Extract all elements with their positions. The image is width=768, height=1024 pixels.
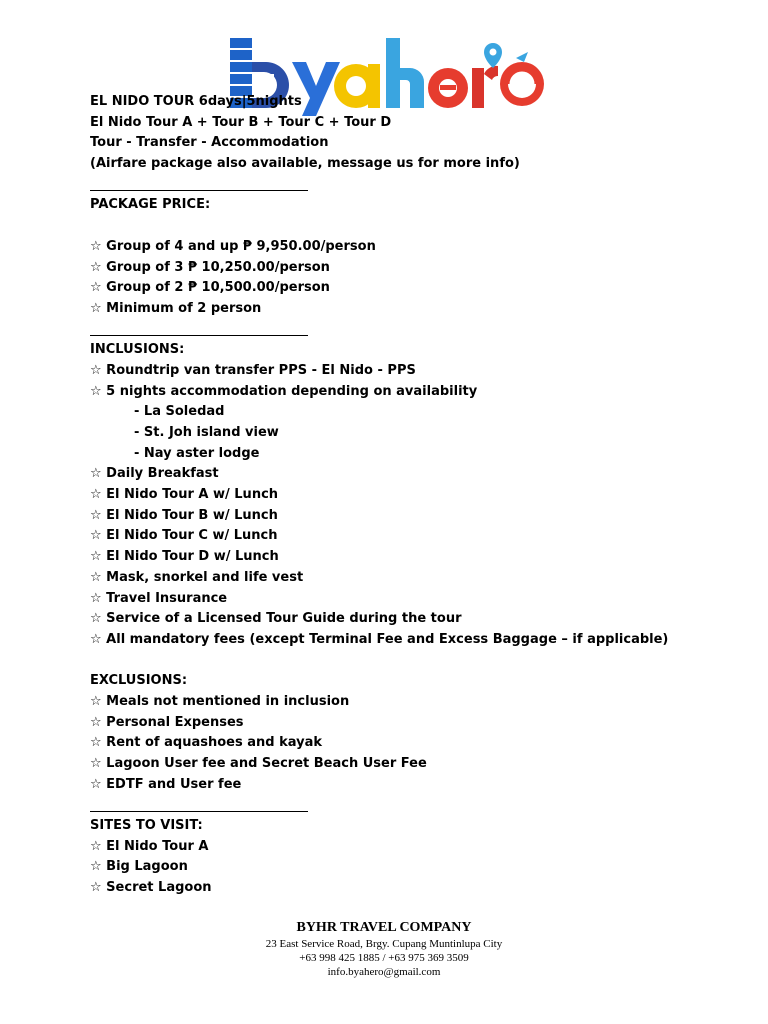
airplane-icon — [516, 52, 528, 62]
sub-list-item: - Nay aster lodge — [134, 445, 260, 461]
text-line: INCLUSIONS: — [90, 342, 185, 358]
section-divider — [90, 320, 750, 341]
text-line: ☆ El Nido Tour C w/ Lunch — [90, 528, 278, 544]
blank-line — [90, 651, 750, 672]
text-line: ☆ El Nido Tour A w/ Lunch — [90, 487, 279, 503]
text-line: ☆ Mask, snorkel and life vest — [90, 569, 304, 585]
text-line: EXCLUSIONS: — [90, 673, 188, 689]
text-line: ☆ Rent of aquashoes and kayak — [90, 735, 322, 751]
text-line: ☆ Daily Breakfast — [90, 466, 219, 482]
text-line: ☆ Service of a Licensed Tour Guide during the tour — [90, 611, 462, 627]
text-line: SITES TO VISIT: — [90, 818, 203, 834]
text-line: ☆ Lagoon User fee and Secret Beach User Fee — [90, 756, 427, 771]
company-phones: +63 998 425 1885 / +63 975 369 3509 — [299, 952, 469, 964]
text-line: ☆ El Nido Tour A — [90, 838, 209, 854]
company-email[interactable]: info.byahero@gmail.com — [327, 966, 441, 978]
text-line: El Nido Tour A + Tour B + Tour C + Tour D — [90, 114, 392, 130]
text-line: ☆ Roundtrip van transfer PPS - El Nido - PPS — [90, 362, 416, 378]
text-line: Tour - Transfer - Accommodation — [90, 135, 329, 151]
footer — [0, 919, 768, 979]
company-name: BYHR TRAVEL COMPANY — [296, 920, 472, 935]
section-divider — [90, 795, 750, 816]
blank-line — [90, 216, 750, 237]
text-line: ☆ Travel Insurance — [90, 590, 228, 606]
divider-line — [90, 335, 308, 336]
text-line: EL NIDO TOUR 6days|5nights — [90, 94, 302, 109]
text-line: PACKAGE PRICE: — [90, 197, 211, 213]
text-line: ☆ Minimum of 2 person — [90, 300, 262, 316]
text-line: ☆ Group of 4 and up ₱ 9,950.00/person — [90, 238, 376, 254]
sub-list-item: - St. Joh island view — [134, 425, 279, 440]
divider-line — [90, 190, 308, 191]
itinerary-content — [90, 92, 750, 899]
text-line: ☆ Group of 3 ₱ 10,250.00/person — [90, 259, 330, 275]
text-line: ☆ All mandatory fees (except Terminal Fee and Excess Baggage – if applicable) — [90, 631, 669, 647]
text-line: ☆ Personal Expenses — [90, 714, 244, 730]
text-line: ☆ Group of 2 ₱ 10,500.00/person — [90, 280, 330, 296]
text-line: ☆ El Nido Tour D w/ Lunch — [90, 549, 279, 565]
section-divider — [90, 175, 750, 196]
company-address: 23 East Service Road, Brgy. Cupang Muntinlupa City — [265, 938, 503, 950]
text-line: ☆ 5 nights accommodation depending on availability — [90, 383, 478, 399]
text-line: ☆ Secret Lagoon — [90, 880, 212, 896]
text-line: ☆ Meals not mentioned in inclusion — [90, 693, 350, 709]
text-line: ☆ EDTF and User fee — [90, 776, 242, 792]
sub-list-item: - La Soledad — [134, 404, 225, 420]
text-line: ☆ Big Lagoon — [90, 859, 188, 875]
text-line: (Airfare package also available, message us for more info) — [90, 156, 520, 172]
text-line: ☆ El Nido Tour B w/ Lunch — [90, 507, 278, 523]
divider-line — [90, 811, 308, 812]
